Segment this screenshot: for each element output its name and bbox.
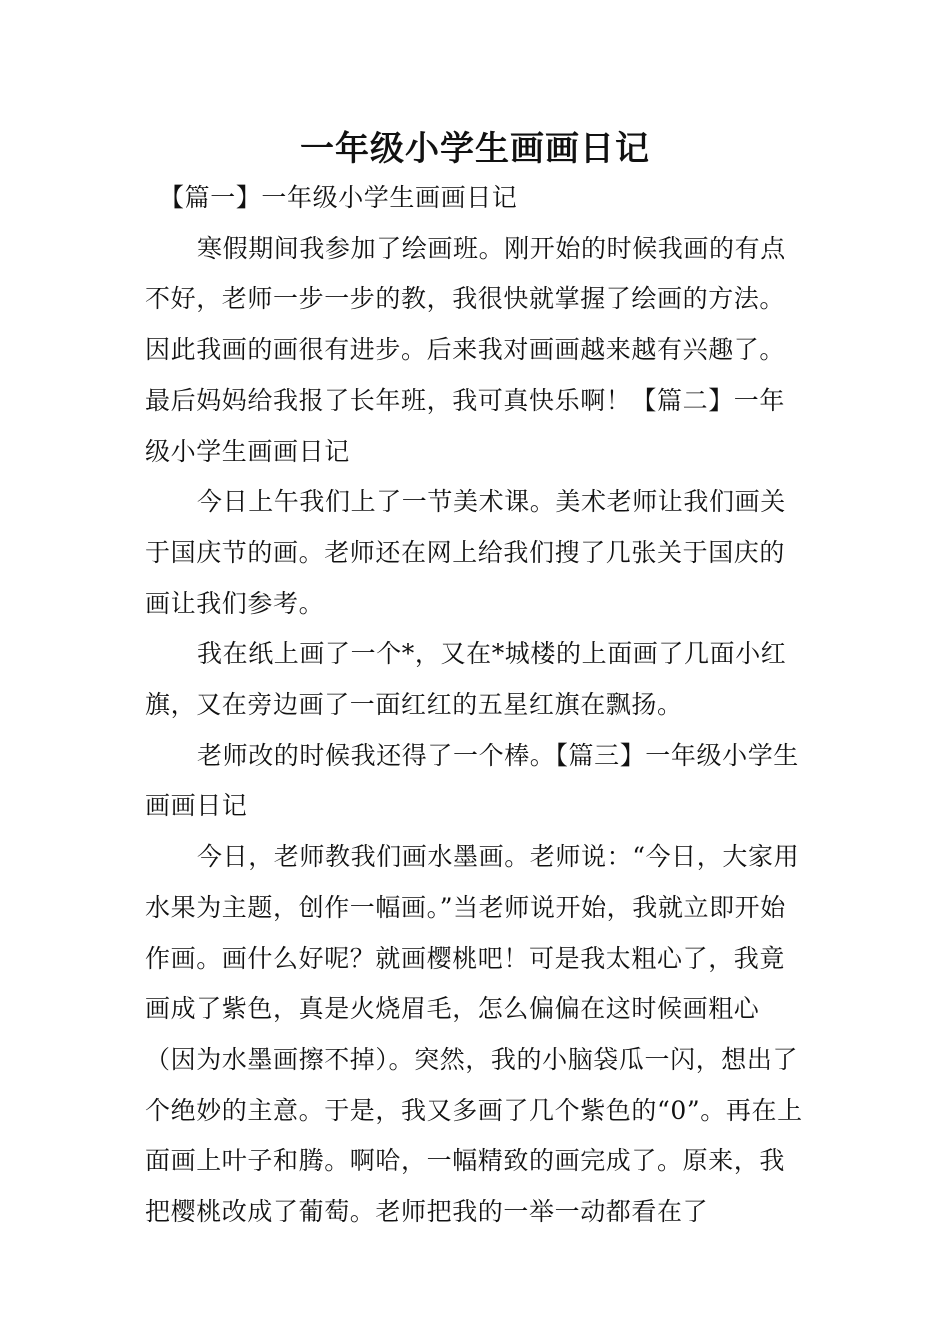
paragraph-3: 我在纸上画了一个*，又在*城楼的上面画了几面小红旗，又在旁边画了一面红红的五星红旗在飘扬。: [145, 639, 787, 720]
document-title: 一年级小学生画画日记: [300, 129, 650, 169]
paragraph-5: 今日，老师教我们画水墨画。老师说：“今日，大家用水果为主题，创作一幅画。”当老师说开始，我就立即开始作画。画什么好呢？就画樱桃吧！可是我太粗心了，我竟画成了紫色，真是火烧眉毛，怎么偏偏在这时候画粗心（因为水墨画擦不掉）。突然，我的小脑袋瓜一闪，想出了个绝妙的主意。于是，我又多画了几个紫色的“0”。再在上面画上叶子和腾。啊哈，一幅精致的画完成了。原来，我把樱桃改成了葡萄。老师把我的一举一动都看在了: [145, 842, 803, 1227]
section-heading: 【篇一】一年级小学生画画日记: [159, 183, 518, 212]
document-body: [145, 173, 810, 1238]
paragraph-4: 老师改的时候我还得了一个棒。【篇三】一年级小学生画画日记: [145, 740, 799, 821]
paragraph-1: 寒假期间我参加了绘画班。刚开始的时候我画的有点不好，老师一步一步的教，我很快就掌握了绘画的方法。因此我画的画很有进步。后来我对画画越来越有兴趣了。最后妈妈给我报了长年班，我可真快乐啊！【篇二】一年级小学生画画日记: [145, 233, 786, 466]
paragraph-2: 今日上午我们上了一节美术课。美术老师让我们画关于国庆节的画。老师还在网上给我们搜了几张关于国庆的画让我们参考。: [145, 487, 786, 618]
